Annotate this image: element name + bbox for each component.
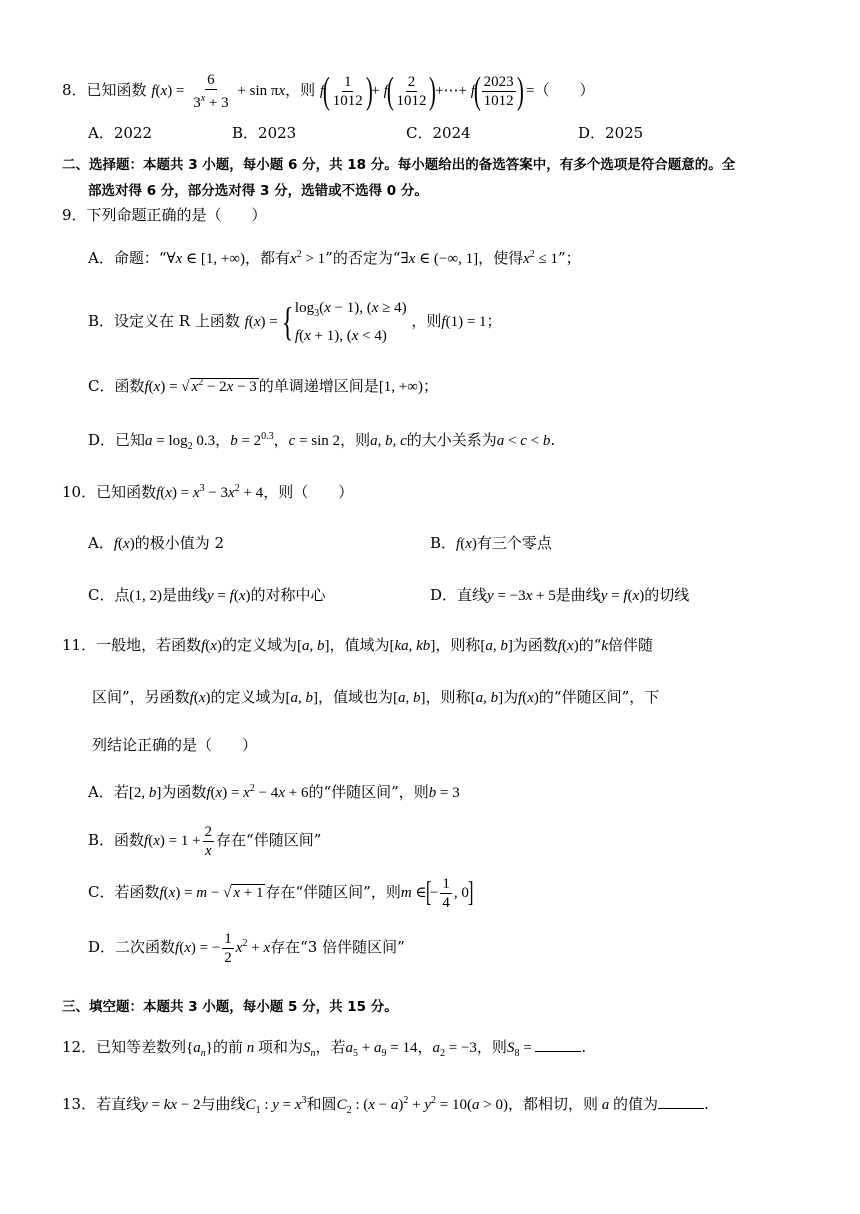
q10-option-a: A．f(x)的极小值为 2	[88, 534, 224, 552]
q13-stem: 13．若直线y = kx − 2与曲线$C_1$ : $y = x^3$和圆$C_2$ : $(x - a)^2 + y^2 = 10(a > 0)$，都相切，则 a 的值为 .	[62, 1095, 709, 1116]
q8-fraction: $\frac{6}{3^x + 3}$	[193, 71, 229, 111]
section-2-heading-cont: 部选对得 6 分，部分选对得 3 分，选错或不选得 0 分。	[88, 183, 428, 199]
q11-option-c: C．若函数f(x) = m − √ x + 1 存在“伴随区间”，则m ∈[− $\frac{1}{4}$ , 0]	[88, 875, 474, 911]
q9-option-c: C．函数f(x) = √ $x^2 - 2x - 3$ 的单调递增区间是[1, +∞)；	[88, 377, 438, 395]
q13-answer-blank[interactable]	[658, 1094, 704, 1109]
q8-stem: 8．已知函数 f(x) = $\frac{6}{3^x + 3}$ + sin πx，则 f( $\frac{1}{1012}$ )+ f( $\frac{2}{1012}$ )+⋯+ f( $\frac{2023}{1012}$ ) =（ ）	[62, 70, 595, 112]
q9-option-b: B．设定义在 R 上函数 f(x) ={ $\log_3(x - 1)$, (x ≥ 4) f(x + 1), (x < 4) ，则f(1) = 1；	[88, 299, 502, 344]
q10-option-c: C．点(1, 2)是曲线y = f(x)的对称中心	[88, 586, 326, 604]
q11-option-d: D．二次函数f(x) = − $\frac{1}{2}$ $x^2 + x$存在“3 倍伴随区间”	[88, 930, 405, 966]
q11-option-a: A．若[2, b]为函数$f(x) = x^2 - 4x + 6$的“伴随区间”，则b = 3	[88, 783, 460, 801]
section-3-heading: 三、填空题：本题共 3 小题，每小题 5 分，共 15 分。	[62, 999, 398, 1015]
q9-option-a: A．命题：“∀x ∈ [1, +∞)，都有$x^2 > 1$”的否定为“∃x ∈ (−∞, 1]，使得$x^2 \le 1$”；	[88, 249, 581, 267]
q9-stem: 9．下列命题正确的是（ ）	[62, 206, 267, 224]
q10-stem: 10．已知函数$f(x) = x^3 - 3x^2 + 4$，则（ ）	[62, 483, 354, 501]
q11-stem-line2: 区间”，另函数f(x)的定义域为[a, b]，值域也为[a, b]，则称[a, b]为f(x)的“伴随区间”，下	[92, 688, 660, 706]
section-2-heading: 二、选择题：本题共 3 小题，每小题 6 分，共 18 分。每小题给出的备选答案中，有多个选项是符合题意的。全	[62, 157, 736, 173]
q8-option-b: B．2023	[232, 124, 297, 142]
q11-option-b: B．函数f(x) = 1 + $\frac{2}{x}$ 存在“伴随区间”	[88, 823, 322, 859]
q9-option-d: D．已知$a = \log_2 0.3$，$b = 2^{0.3}$，c = sin 2，则a, b, c的大小关系为a < c < b.	[88, 431, 556, 452]
q11-stem-line3: 列结论正确的是（ ）	[92, 736, 258, 754]
q8-option-d: D．2025	[578, 124, 644, 142]
q8-option-a: A．2022	[88, 124, 153, 142]
q10-option-d: D．直线y = −3x + 5是曲线y = f(x)的切线	[430, 586, 690, 604]
q12-answer-blank[interactable]	[535, 1037, 581, 1052]
q11-stem-line1: 11．一般地，若函数f(x)的定义域为[a, b]，值域为[ka, kb]，则称[a, b]为函数f(x)的“k倍伴随	[62, 636, 654, 654]
q12-stem: 12．已知等差数列$\{a_n\}$的前 n 项和为$S_n$，若$a_5 + a_9 = 14$，$a_2 = -3$，则$S_8$ = .	[62, 1038, 587, 1059]
q10-option-b: B．f(x)有三个零点	[430, 534, 552, 552]
q8-option-c: C．2024	[406, 124, 471, 142]
q8-number: 8．	[62, 81, 87, 99]
